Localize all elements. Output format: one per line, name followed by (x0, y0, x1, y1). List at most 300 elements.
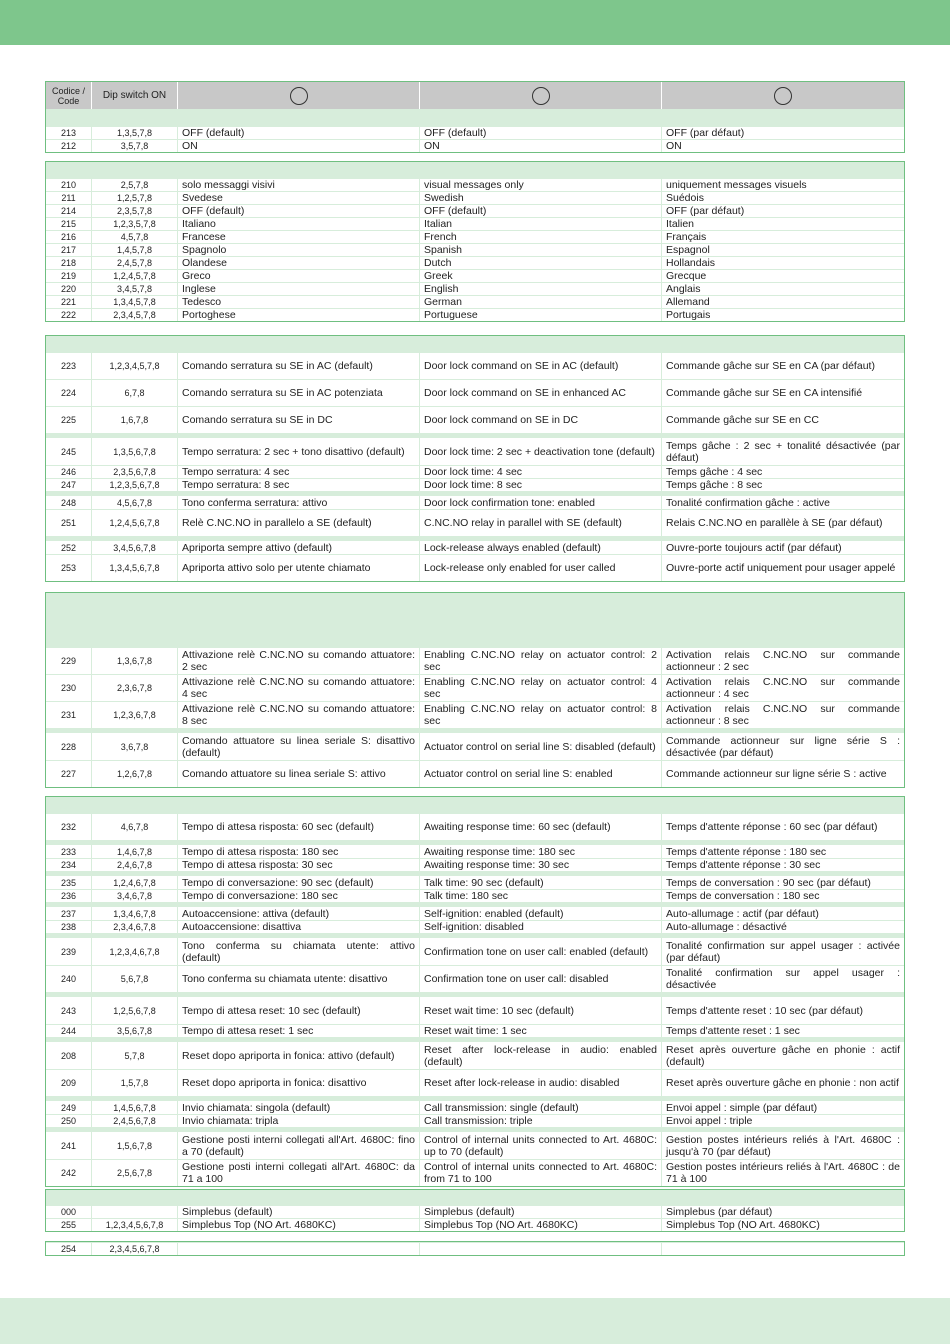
italian-cell: Tempo di attesa reset: 10 sec (default) (178, 997, 420, 1024)
table-row (46, 465, 904, 478)
french-cell: Espagnol (666, 244, 710, 256)
code-cell: 254 (46, 1243, 92, 1255)
english-cell: Enabling C.NC.NO relay on actuator control: 4 sec (420, 675, 662, 701)
french-cell: Tonalité confirmation sur appel usager : activée (par défaut) (666, 939, 900, 964)
italian-cell: Relè C.NC.NO in parallelo a SE (default) (178, 510, 420, 536)
table-row (46, 491, 904, 509)
code-cell: 245 (46, 438, 92, 465)
table-row (46, 230, 904, 243)
english-cell: Spanish (420, 244, 662, 256)
table-row (46, 379, 904, 406)
italian-cell: Invio chiamata: singola (default) (178, 1101, 420, 1114)
english-cell: Simplebus Top (NO Art. 4680KC) (420, 1219, 662, 1231)
table-row (46, 674, 904, 701)
italian-cell: Tempo di attesa risposta: 180 sec (178, 845, 420, 858)
french-cell: Hollandais (666, 257, 716, 269)
code-cell: 218 (46, 257, 92, 269)
english-cell: Portuguese (420, 309, 662, 321)
dip-cell: 3,6,7,8 (92, 733, 178, 760)
code-cell: 215 (46, 218, 92, 230)
french-cell: Activation relais C.NC.NO sur commande actionneur : 2 sec (666, 649, 900, 673)
table-row (46, 1024, 904, 1037)
dip-cell: 1,3,5,6,7,8 (92, 438, 178, 465)
top-color-band (0, 0, 950, 45)
italian-cell: solo messaggi visivi (178, 179, 420, 191)
english-cell: Lock-release always enabled (default) (420, 541, 662, 554)
italian-cell: Francese (178, 231, 420, 243)
italian-cell: Reset dopo apriporta in fonica: disattivo (178, 1070, 420, 1096)
table-row (46, 840, 904, 858)
table-section-6 (45, 1189, 905, 1232)
code-cell: 221 (46, 296, 92, 308)
table-row (46, 406, 904, 433)
english-cell: German (420, 296, 662, 308)
french-cell: Allemand (666, 296, 710, 308)
french-cell: Simplebus (par défaut) (666, 1206, 773, 1218)
italian-cell: Invio chiamata: tripla (178, 1115, 420, 1127)
french-cell: Grecque (666, 270, 707, 282)
table-row (46, 920, 904, 933)
english-cell: Door lock command on SE in enhanced AC (420, 380, 662, 406)
dip-cell: 2,3,5,6,7,8 (92, 466, 178, 478)
table-row (46, 1218, 904, 1231)
table-row (46, 701, 904, 728)
italian-cell: Tono conferma su chiamata utente: disattivo (178, 966, 420, 992)
code-cell: 234 (46, 859, 92, 871)
italian-cell: Comando serratura su SE in DC (178, 407, 420, 433)
french-cell: Temps gâche : 8 sec (666, 479, 763, 491)
code-cell: 246 (46, 466, 92, 478)
italian-cell: Inglese (178, 283, 420, 295)
english-cell: Reset wait time: 10 sec (default) (420, 997, 662, 1024)
french-cell: ON (666, 140, 682, 152)
dip-cell: 1,2,3,5,7,8 (92, 218, 178, 230)
english-cell: OFF (default) (420, 205, 662, 217)
french-cell: Commande gâche sur SE en CA (par défaut) (666, 360, 875, 372)
table-section-2 (45, 161, 905, 322)
italian-column-header (178, 82, 420, 109)
dip-cell: 1,4,5,6,7,8 (92, 1101, 178, 1114)
dip-cell: 2,4,5,7,8 (92, 257, 178, 269)
flag-circle-icon (290, 87, 308, 105)
table-row (46, 728, 904, 760)
french-cell: Temps d'attente réponse : 180 sec (666, 845, 827, 858)
dip-cell: 3,5,7,8 (92, 140, 178, 152)
dip-cell: 4,5,6,7,8 (92, 496, 178, 509)
french-cell: Auto-allumage : désactivé (666, 921, 787, 933)
table-row (46, 1069, 904, 1096)
english-cell: Lock-release only enabled for user called (420, 555, 662, 581)
english-cell: Talk time: 90 sec (default) (420, 876, 662, 889)
italian-cell: Comando attuatore su linea seriale S: attivo (178, 761, 420, 787)
table-row (46, 965, 904, 992)
french-cell: Reset après ouverture gâche en phonie : non actif (666, 1077, 899, 1089)
french-cell: Temps gâche : 2 sec + tonalité désactivée (par défaut) (666, 439, 900, 464)
table-row (46, 282, 904, 295)
italian-cell: Portoghese (178, 309, 420, 321)
dip-cell: 1,2,3,5,6,7,8 (92, 479, 178, 491)
flag-circle-icon (774, 87, 792, 105)
code-cell: 251 (46, 510, 92, 536)
french-cell: Tonalité confirmation gâche : active (666, 496, 831, 509)
english-cell: Actuator control on serial line S: disabled (default) (420, 733, 662, 760)
section-rows (46, 813, 904, 1186)
dip-cell: 1,3,5,7,8 (92, 127, 178, 139)
table-row (46, 478, 904, 491)
english-cell: Door lock command on SE in DC (420, 407, 662, 433)
english-cell: Talk time: 180 sec (420, 890, 662, 902)
italian-cell: OFF (default) (178, 127, 420, 139)
table-row (46, 1127, 904, 1159)
dip-cell: 1,5,7,8 (92, 1070, 178, 1096)
table-row (46, 256, 904, 269)
code-cell: 233 (46, 845, 92, 858)
english-cell: Control of internal units connected to Art. 4680C: up to 70 (default) (420, 1132, 662, 1159)
french-cell: Temps d'attente reset : 10 sec (par défaut) (666, 1004, 863, 1017)
dip-cell: 1,2,4,6,7,8 (92, 876, 178, 889)
english-cell: Reset wait time: 1 sec (420, 1025, 662, 1037)
italian-cell: Gestione posti interni collegati all'Art. 4680C: fino a 70 (default) (178, 1132, 420, 1159)
french-cell (662, 1243, 904, 1255)
french-cell: Envoi appel : triple (666, 1115, 753, 1127)
french-cell: Auto-allumage : actif (par défaut) (666, 907, 819, 920)
code-cell: 211 (46, 192, 92, 204)
french-cell: Suédois (666, 192, 704, 204)
english-cell: Simplebus (default) (420, 1206, 662, 1218)
italian-cell: Tono conferma su chiamata utente: attivo (default) (178, 938, 420, 965)
italian-cell: Tempo serratura: 4 sec (178, 466, 420, 478)
table-row (46, 509, 904, 536)
italian-cell: Tempo di conversazione: 90 sec (default) (178, 876, 420, 889)
dip-cell: 1,3,4,5,7,8 (92, 296, 178, 308)
section-band (46, 593, 904, 647)
english-cell: Door lock time: 4 sec (420, 466, 662, 478)
italian-cell: Tempo di attesa risposta: 60 sec (default) (178, 814, 420, 840)
table-row (46, 1037, 904, 1069)
section-rows (46, 352, 904, 581)
french-cell: Anglais (666, 283, 701, 295)
dip-cell: 2,3,6,7,8 (92, 675, 178, 701)
italian-cell: Tempo di attesa reset: 1 sec (178, 1025, 420, 1037)
english-cell: Door lock command on SE in AC (default) (420, 353, 662, 379)
code-cell: 219 (46, 270, 92, 282)
english-cell: visual messages only (420, 179, 662, 191)
english-cell: Call transmission: single (default) (420, 1101, 662, 1114)
italian-cell: Spagnolo (178, 244, 420, 256)
code-cell: 242 (46, 1160, 92, 1186)
dip-cell: 1,2,3,4,6,7,8 (92, 938, 178, 965)
italian-cell: Reset dopo apriporta in fonica: attivo (default) (178, 1042, 420, 1069)
code-cell: 228 (46, 733, 92, 760)
french-cell: Français (666, 231, 707, 243)
table-row (46, 269, 904, 282)
italian-cell: Comando serratura su SE in AC (default) (178, 353, 420, 379)
dip-cell: 1,3,4,6,7,8 (92, 907, 178, 920)
italian-cell: Tempo di conversazione: 180 sec (178, 890, 420, 902)
french-cell: Envoi appel : simple (par défaut) (666, 1101, 818, 1114)
dip-cell: 5,6,7,8 (92, 966, 178, 992)
italian-cell: Simplebus Top (NO Art. 4680KC) (178, 1219, 420, 1231)
italian-cell: Apriporta attivo solo per utente chiamato (178, 555, 420, 581)
dip-cell: 1,2,3,4,5,6,7,8 (92, 1219, 178, 1231)
italian-cell: Attivazione relè C.NC.NO su comando attuatore: 8 sec (178, 702, 420, 728)
english-cell: Control of internal units connected to Art. 4680C: from 71 to 100 (420, 1160, 662, 1186)
french-cell: Portugais (666, 309, 711, 321)
code-cell: 231 (46, 702, 92, 728)
french-cell: Reset après ouverture gâche en phonie : actif (default) (666, 1043, 900, 1068)
english-cell: Dutch (420, 257, 662, 269)
french-cell: uniquement messages visuels (666, 179, 807, 191)
dip-cell: 2,4,5,6,7,8 (92, 1115, 178, 1127)
table-row (46, 858, 904, 871)
table-section-7 (45, 1241, 905, 1256)
italian-cell: Tempo serratura: 8 sec (178, 479, 420, 491)
english-cell: Door lock time: 8 sec (420, 479, 662, 491)
table-row (46, 1159, 904, 1186)
dip-cell: 5,7,8 (92, 1042, 178, 1069)
flag-circle-icon (532, 87, 550, 105)
italian-cell: Autoaccensione: attiva (default) (178, 907, 420, 920)
italian-cell: Tedesco (178, 296, 420, 308)
table-row (46, 204, 904, 217)
code-cell: 220 (46, 283, 92, 295)
code-cell: 250 (46, 1115, 92, 1127)
english-cell: Awaiting response time: 60 sec (default) (420, 814, 662, 840)
dip-column-header: Dip switch ON (92, 82, 178, 109)
table-row (46, 933, 904, 965)
dip-cell: 1,3,6,7,8 (92, 648, 178, 674)
dip-cell: 1,6,7,8 (92, 407, 178, 433)
section-band (46, 336, 904, 352)
dip-cell: 1,2,5,6,7,8 (92, 997, 178, 1024)
french-cell: Italien (666, 218, 695, 230)
code-cell: 243 (46, 997, 92, 1024)
french-cell: Temps d'attente reset : 1 sec (666, 1025, 800, 1037)
code-cell: 229 (46, 648, 92, 674)
table-row (46, 871, 904, 889)
dip-cell (92, 1206, 178, 1218)
italian-cell: Simplebus (default) (178, 1206, 420, 1218)
section-rows (46, 126, 904, 152)
french-cell: Gestion postes intérieurs reliés à l'Art. 4680C : de 71 à 100 (666, 1161, 900, 1185)
code-cell: 208 (46, 1042, 92, 1069)
section-rows (46, 647, 904, 787)
code-cell: 212 (46, 140, 92, 152)
code-cell: 227 (46, 761, 92, 787)
table-row (46, 352, 904, 379)
table-row (46, 536, 904, 554)
section-band (46, 1190, 904, 1205)
french-cell: Ouvre-porte actif uniquement pour usager appelé (666, 562, 896, 574)
italian-cell: Svedese (178, 192, 420, 204)
french-cell: Relais C.NC.NO en parallèle à SE (par défaut) (666, 517, 883, 529)
dip-cell: 3,5,6,7,8 (92, 1025, 178, 1037)
english-cell: English (420, 283, 662, 295)
english-cell: Door lock time: 2 sec + deactivation tone (default) (420, 438, 662, 465)
italian-cell: Greco (178, 270, 420, 282)
section-rows (46, 178, 904, 321)
code-cell: 230 (46, 675, 92, 701)
table-row (46, 243, 904, 256)
code-cell: 239 (46, 938, 92, 965)
table-section-4 (45, 592, 905, 788)
table-row (46, 126, 904, 139)
french-column-header (662, 82, 904, 109)
english-column-header (420, 82, 662, 109)
code-cell: 235 (46, 876, 92, 889)
code-cell: 248 (46, 496, 92, 509)
french-cell: Simplebus Top (NO Art. 4680KC) (666, 1219, 820, 1231)
italian-cell: Apriporta sempre attivo (default) (178, 541, 420, 554)
code-cell: 224 (46, 380, 92, 406)
table-row (46, 295, 904, 308)
english-cell: Awaiting response time: 180 sec (420, 845, 662, 858)
english-cell: Enabling C.NC.NO relay on actuator control: 8 sec (420, 702, 662, 728)
table-row (46, 647, 904, 674)
code-column-header: Codice / Code (46, 82, 92, 109)
dip-cell: 3,4,5,6,7,8 (92, 541, 178, 554)
english-cell: Door lock confirmation tone: enabled (420, 496, 662, 509)
french-cell: Temps de conversation : 90 sec (par défaut) (666, 876, 871, 889)
table-row (46, 308, 904, 321)
section-rows (46, 1242, 904, 1255)
dip-cell: 1,2,3,4,5,7,8 (92, 353, 178, 379)
code-cell: 238 (46, 921, 92, 933)
dip-cell: 1,2,4,5,6,7,8 (92, 510, 178, 536)
french-cell: Temps de conversation : 180 sec (666, 890, 820, 902)
dip-cell: 1,4,5,7,8 (92, 244, 178, 256)
code-cell: 249 (46, 1101, 92, 1114)
table-row (46, 889, 904, 902)
italian-cell: Autoaccensione: disattiva (178, 921, 420, 933)
english-cell: French (420, 231, 662, 243)
code-cell: 217 (46, 244, 92, 256)
english-cell: Reset after lock-release in audio: enabled (default) (420, 1042, 662, 1069)
italian-cell: Olandese (178, 257, 420, 269)
french-cell: Activation relais C.NC.NO sur commande actionneur : 4 sec (666, 676, 900, 700)
english-cell: Reset after lock-release in audio: disabled (420, 1070, 662, 1096)
italian-cell: Attivazione relè C.NC.NO su comando attuatore: 2 sec (178, 648, 420, 674)
french-cell: Commande actionneur sur ligne série S : active (666, 768, 887, 780)
french-cell: Gestion postes intérieurs reliés à l'Art. 4680C : jusqu'à 70 (par défaut) (666, 1133, 900, 1158)
table-row (46, 433, 904, 465)
code-cell: 210 (46, 179, 92, 191)
code-cell: 237 (46, 907, 92, 920)
french-cell: Temps d'attente réponse : 30 sec (666, 859, 821, 871)
code-cell: 244 (46, 1025, 92, 1037)
french-cell: Tonalité confirmation sur appel usager : désactivée (666, 967, 900, 991)
italian-cell (178, 1243, 420, 1255)
table-section-3 (45, 335, 905, 582)
english-cell: Greek (420, 270, 662, 282)
dip-cell: 2,3,4,6,7,8 (92, 921, 178, 933)
dip-cell: 2,3,5,7,8 (92, 205, 178, 217)
dip-cell: 3,4,5,7,8 (92, 283, 178, 295)
table-row (46, 760, 904, 787)
french-cell: Commande actionneur sur ligne série S : désactivée (par défaut) (666, 734, 900, 759)
code-cell: 241 (46, 1132, 92, 1159)
table-row (46, 992, 904, 1024)
code-cell: 252 (46, 541, 92, 554)
english-cell: Actuator control on serial line S: enabled (420, 761, 662, 787)
code-cell: 216 (46, 231, 92, 243)
table-row (46, 178, 904, 191)
table-section-5 (45, 796, 905, 1187)
dip-cell: 4,5,7,8 (92, 231, 178, 243)
table-header (46, 82, 904, 109)
dip-cell: 1,2,5,7,8 (92, 192, 178, 204)
table-section-1 (45, 81, 905, 153)
section-band (46, 109, 904, 126)
english-cell: Swedish (420, 192, 662, 204)
dip-cell: 2,5,7,8 (92, 179, 178, 191)
english-cell: Italian (420, 218, 662, 230)
english-cell: OFF (default) (420, 127, 662, 139)
english-cell: Confirmation tone on user call: disabled (420, 966, 662, 992)
dip-cell: 1,3,4,5,6,7,8 (92, 555, 178, 581)
italian-cell: Italiano (178, 218, 420, 230)
section-band (46, 162, 904, 178)
italian-cell: Tempo serratura: 2 sec + tono disattivo (default) (178, 438, 420, 465)
french-cell: Temps gâche : 4 sec (666, 466, 763, 478)
table-row (46, 813, 904, 840)
dip-cell: 1,2,3,6,7,8 (92, 702, 178, 728)
code-cell: 209 (46, 1070, 92, 1096)
table-row (46, 139, 904, 152)
english-cell: Awaiting response time: 30 sec (420, 859, 662, 871)
dip-cell: 2,4,6,7,8 (92, 859, 178, 871)
french-cell: OFF (par défaut) (666, 127, 745, 139)
english-cell: Self-ignition: enabled (default) (420, 907, 662, 920)
section-band (46, 797, 904, 813)
table-row (46, 1242, 904, 1255)
dip-cell: 2,5,6,7,8 (92, 1160, 178, 1186)
table-row (46, 1096, 904, 1114)
italian-cell: Comando serratura su SE in AC potenziata (178, 380, 420, 406)
french-cell: Ouvre-porte toujours actif (par défaut) (666, 541, 842, 554)
french-cell: Commande gâche sur SE en CC (666, 414, 819, 426)
table-row (46, 902, 904, 920)
english-cell: Enabling C.NC.NO relay on actuator control: 2 sec (420, 648, 662, 674)
italian-cell: Tono conferma serratura: attivo (178, 496, 420, 509)
english-cell: C.NC.NO relay in parallel with SE (default) (420, 510, 662, 536)
table-row (46, 1114, 904, 1127)
french-cell: OFF (par défaut) (666, 205, 745, 217)
dip-cell: 1,5,6,7,8 (92, 1132, 178, 1159)
code-cell: 000 (46, 1206, 92, 1218)
code-cell: 255 (46, 1219, 92, 1231)
table-row (46, 1205, 904, 1218)
english-cell: Confirmation tone on user call: enabled (default) (420, 938, 662, 965)
section-rows (46, 1205, 904, 1231)
dip-cell: 1,4,6,7,8 (92, 845, 178, 858)
dip-cell: 1,2,6,7,8 (92, 761, 178, 787)
italian-cell: Tempo di attesa risposta: 30 sec (178, 859, 420, 871)
code-cell: 247 (46, 479, 92, 491)
italian-cell: Comando attuatore su linea seriale S: disattivo (default) (178, 733, 420, 760)
italian-cell: OFF (default) (178, 205, 420, 217)
english-cell (420, 1243, 662, 1255)
italian-cell: Attivazione relè C.NC.NO su comando attuatore: 4 sec (178, 675, 420, 701)
english-cell: Call transmission: triple (420, 1115, 662, 1127)
table-row (46, 554, 904, 581)
code-cell: 240 (46, 966, 92, 992)
dip-cell: 1,2,4,5,7,8 (92, 270, 178, 282)
bottom-color-band (0, 1298, 950, 1344)
code-cell: 223 (46, 353, 92, 379)
dip-cell: 4,6,7,8 (92, 814, 178, 840)
dip-cell: 3,4,6,7,8 (92, 890, 178, 902)
